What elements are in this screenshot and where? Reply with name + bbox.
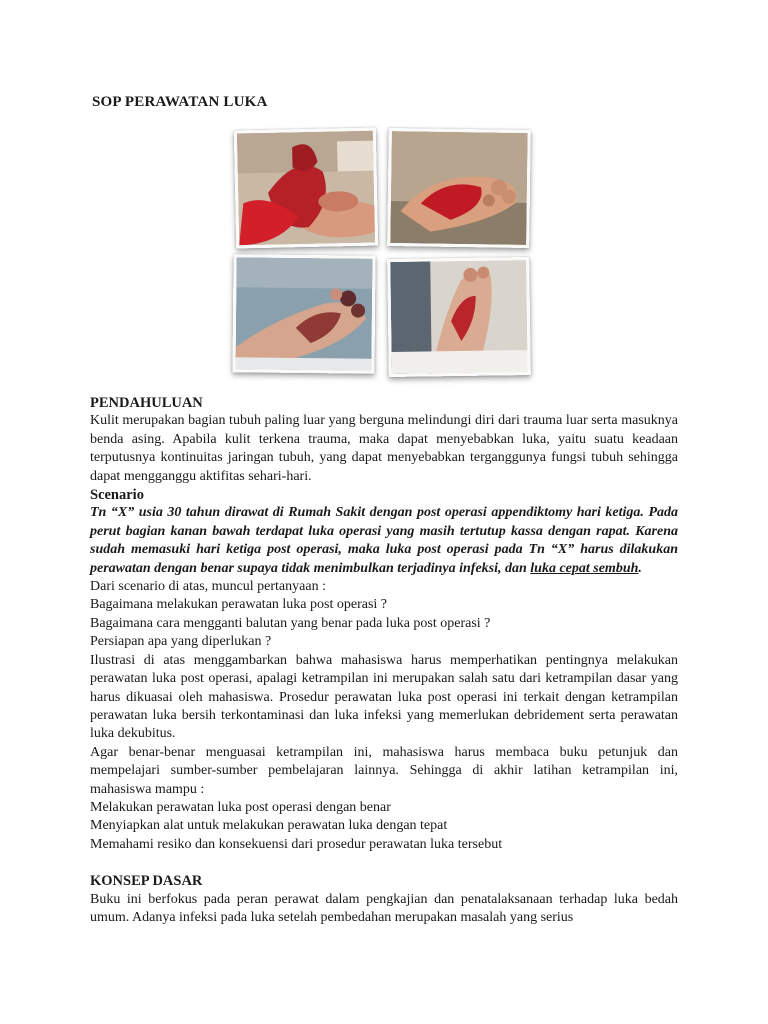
- wound-photo-3: [232, 254, 375, 373]
- outcome-item: Menyiapkan alat untuk melakukan perawatan luka dengan tepat: [90, 818, 448, 834]
- questions-intro: Dari scenario di atas, muncul pertanyaan :: [90, 579, 326, 595]
- document-body: [90, 394, 678, 927]
- question-item: Persiapan apa yang diperlukan ?: [90, 634, 272, 650]
- section-gap: [90, 854, 678, 872]
- section-heading-pendahuluan: PENDAHULUAN: [90, 395, 203, 411]
- question-item: Bagaimana melakukan perawatan luka post operasi ?: [90, 597, 387, 613]
- document-title: SOP PERAWATAN LUKA: [92, 94, 268, 110]
- wound-photo-1: [234, 128, 378, 249]
- agar-paragraph: Agar benar-benar menguasai ketrampilan ini, mahasiswa harus membaca buku petunjuk dan mempelajari sumber-sumber pembelajaran lainnya. Sehingga di akhir latihan ketrampilan ini, mahasiswa mampu :: [90, 744, 678, 797]
- scenario-end: .: [638, 560, 642, 576]
- question-item: Bagaimana cara mengganti balutan yang benar pada luka post operasi ?: [90, 615, 491, 631]
- section-heading-konsep: KONSEP DASAR: [90, 873, 203, 890]
- wound-photo-2: [387, 128, 531, 248]
- scenario-underlined: luka cepat sembuh: [530, 560, 639, 576]
- scenario-heading: Scenario: [90, 487, 144, 504]
- outcome-item: Melakukan perawatan luka post operasi dengan benar: [90, 799, 391, 815]
- scenario-body: Tn “X” usia 30 tahun dirawat di Rumah Sakit dengan post operasi appendiktomy hari ketiga. Pada perut bagian kanan bawah terdapat luka operasi yang masih tertutup kassa dengan rapat. Karena sudah memasuki hari ketiga post operasi, maka luka post operasi pada Tn “X” harus dilakukan perawatan dengan benar supaya tidak menimbulkan terjadinya infeksi, dan: [90, 505, 678, 576]
- konsep-paragraph: Buku ini berfokus pada peran perawat dalam pengkajian dan penatalaksanaan terhadap luka bedah umum. Adanya infeksi pada luka setelah pembedahan merupakan masalah yang serius: [90, 891, 678, 925]
- wound-photo-4: [387, 257, 531, 377]
- ilustrasi-paragraph: Ilustrasi di atas menggambarkan bahwa mahasiswa harus memperhatikan pentingnya melakukan perawatan luka post operasi, apalagi ketrampilan ini merupakan salah satu dari ketrampilan dasar yang harus dikuasai oleh mahasiswa. Prosedur perawatan luka post operasi ini terkait dengan ketrampilan perawatan luka bersih terkontaminasi dan luka infeksi yang memerlukan debridement serta perawatan luka dekubitus.: [90, 652, 678, 742]
- outcome-item: Memahami resiko dan konsekuensi dari prosedur perawatan luka tersebut: [90, 836, 503, 852]
- pendahuluan-paragraph: Kulit merupakan bagian tubuh paling luar yang berguna melindungi diri dari trauma luar serta masuknya benda asing. Apabila kulit terkena trauma, maka dapat menyebabkan luka, yaitu suatu keadaan terputusnya kontinuitas jaringan tubuh, yang dapat menyebabkan terganggunya fungsi tubuh sehingga dapat mengganggu aktifitas sehari-hari.: [90, 413, 678, 484]
- scenario-text: [90, 504, 678, 578]
